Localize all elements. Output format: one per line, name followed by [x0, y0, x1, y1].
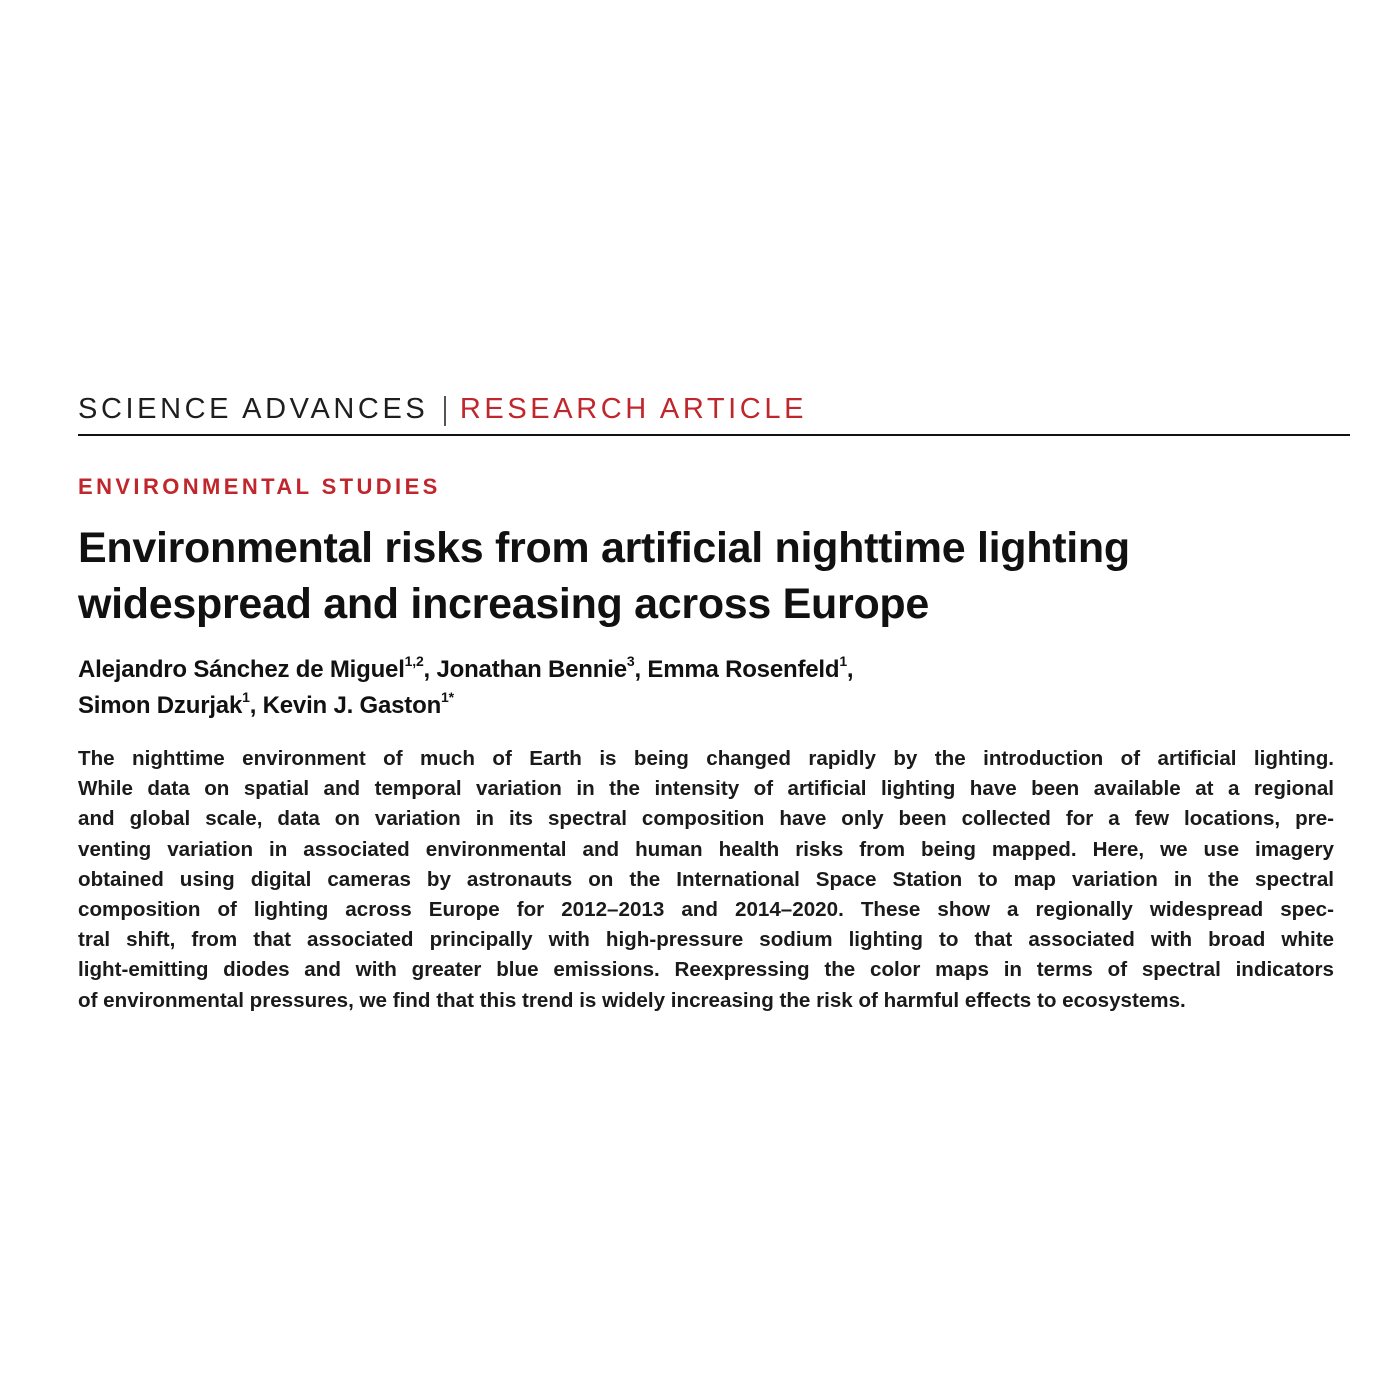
- author-name: Kevin J. Gaston: [262, 692, 442, 719]
- title-line: Environmental risks from artificial nighttime lighting: [78, 524, 1130, 572]
- author-affiliation: 1: [839, 653, 847, 669]
- abstract-line: venting variation in associated environmental and human health risks from being mapped. Here, we use imagery: [78, 837, 1334, 861]
- abstract-line: While data on spatial and temporal variation in the intensity of artificial lighting have been available at a regional: [78, 777, 1334, 801]
- author-name: Jonathan Bennie: [436, 656, 627, 683]
- journal-header: [78, 380, 1350, 434]
- abstract-line: tral shift, from that associated principally with high-pressure sodium lighting to that associated with broad white: [78, 928, 1334, 952]
- article-page: [78, 380, 1350, 1016]
- author-affiliation: 1: [242, 689, 250, 705]
- header-rule: [78, 434, 1350, 436]
- section-label: ENVIRONMENTAL STUDIES: [78, 474, 441, 499]
- abstract-line: obtained using digital cameras by astronauts on the International Space Station to map variation in the spectral: [78, 867, 1334, 891]
- article-title: [78, 520, 1278, 632]
- author-name: Simon Dzurjak: [78, 692, 243, 719]
- author-line: [78, 652, 1350, 688]
- title-line: widespread and increasing across Europe: [78, 580, 929, 628]
- abstract-line: of environmental pressures, we find that this trend is widely increasing the risk of harmful effects to ecosystems.: [78, 988, 1186, 1012]
- author-name: Emma Rosenfeld: [647, 656, 840, 683]
- author-name: Alejandro Sánchez de Miguel: [78, 656, 405, 683]
- author-separator: ,: [423, 656, 431, 683]
- author-line: [78, 688, 1350, 724]
- abstract-line: composition of lighting across Europe for 2012–2013 and 2014–2020. These show a regionally widespread spec-: [78, 898, 1334, 922]
- abstract-line: and global scale, data on variation in its spectral composition have only been collected for a few locations, pre-: [78, 807, 1334, 831]
- header-separator: [444, 396, 446, 426]
- abstract-line: The nighttime environment of much of Earth is being changed rapidly by the introduction of artificial lighting.: [78, 747, 1334, 770]
- journal-name: SCIENCE ADVANCES: [78, 393, 429, 425]
- author-affiliation: 1*: [441, 689, 454, 705]
- abstract-line: light-emitting diodes and with greater blue emissions. Reexpressing the color maps in terms of spectral indicators: [78, 958, 1334, 982]
- author-list: [78, 652, 1350, 724]
- abstract: [78, 744, 1334, 1016]
- author-separator: ,: [249, 692, 257, 719]
- author-separator: ,: [634, 656, 641, 683]
- author-affiliation: 1,2: [404, 653, 424, 669]
- article-type: RESEARCH ARTICLE: [459, 393, 808, 425]
- author-affiliation: 3: [626, 653, 635, 669]
- author-separator: ,: [846, 656, 854, 683]
